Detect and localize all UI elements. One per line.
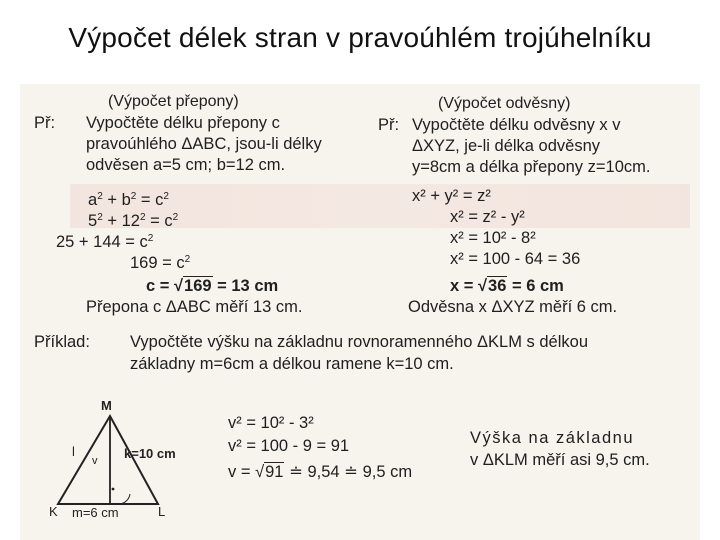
- right-conclusion: Odvěsna x ΔXYZ měří 6 cm.: [408, 298, 618, 316]
- left-heading: (Výpočet přepony): [108, 93, 239, 110]
- isosceles-triangle-figure: [20, 84, 700, 540]
- base-m-label: m=6 cm: [72, 505, 119, 520]
- side-k-label: k=10 cm: [124, 446, 176, 461]
- example-label: Příklad:: [34, 333, 90, 351]
- example-step-2: v² = 100 - 9 = 91: [228, 437, 350, 455]
- example-problem-line-2: základny m=6cm a délkou ramene k=10 cm.: [130, 355, 454, 373]
- left-label: Př:: [34, 114, 56, 132]
- left-problem-line-2: pravoúhlého ΔABC, jsou-li délky: [86, 135, 322, 153]
- left-problem-line-1: Vypočtěte délku přepony c: [86, 114, 280, 132]
- left-step-3: $25 + 144 = c^2$: [56, 233, 154, 251]
- side-l-label: l: [72, 444, 75, 459]
- example-root-line: v = √91 ≐ 9,54 ≐ 9,5 cm: [228, 463, 413, 481]
- example-conclusion-line-1: Výška na základnu: [470, 429, 635, 447]
- left-problem-line-3: odvěsen a=5 cm; b=12 cm.: [86, 156, 286, 174]
- vertex-k-label: K: [49, 504, 58, 519]
- right-step-3: x² = 10² - 8²: [450, 229, 536, 247]
- left-step-2: $5^2 + 12^2 = c^2$: [88, 212, 179, 230]
- right-problem-line-2: ΔXYZ, je-li délka odvěsny: [412, 137, 601, 155]
- right-heading: (Výpočet odvěsny): [438, 95, 571, 112]
- scanned-page: [20, 84, 700, 540]
- slide-title: Výpočet délek stran v pravoúhlém trojúhelníku: [68, 22, 652, 53]
- example-step-1: v² = 10² - 3²: [228, 414, 314, 432]
- right-problem-line-3: y=8cm a délka přepony z=10cm.: [412, 158, 651, 176]
- example-problem-line-1: Vypočtěte výšku na základnu rovnoramenného ΔKLM s délkou: [130, 333, 589, 351]
- right-step-4: x² = 100 - 64 = 36: [450, 250, 581, 268]
- left-conclusion: Přepona c ΔABC měří 13 cm.: [86, 298, 303, 316]
- angle-arc: [120, 494, 130, 504]
- angle-dot: [112, 488, 115, 491]
- right-step-2: x² = z² - y²: [450, 208, 525, 226]
- vertex-l-label: L: [158, 504, 166, 519]
- example-conclusion-line-2: v ΔKLM měří asi 9,5 cm.: [470, 451, 650, 469]
- right-step-1: x² + y² = z²: [412, 187, 491, 205]
- right-root-line: x = √36 = 6 cm: [450, 277, 564, 295]
- right-label: Př:: [378, 116, 400, 134]
- left-root-line: c = √169 = 13 cm: [146, 277, 279, 295]
- left-step-4: $169 = c^2$: [130, 254, 191, 272]
- vertex-m-label: M: [101, 398, 112, 413]
- right-problem-line-1: Vypočtěte délku odvěsny x v: [412, 116, 621, 134]
- height-v-label: v: [92, 455, 98, 467]
- left-step-1: $a^2 + b^2 = c^2$: [88, 191, 169, 209]
